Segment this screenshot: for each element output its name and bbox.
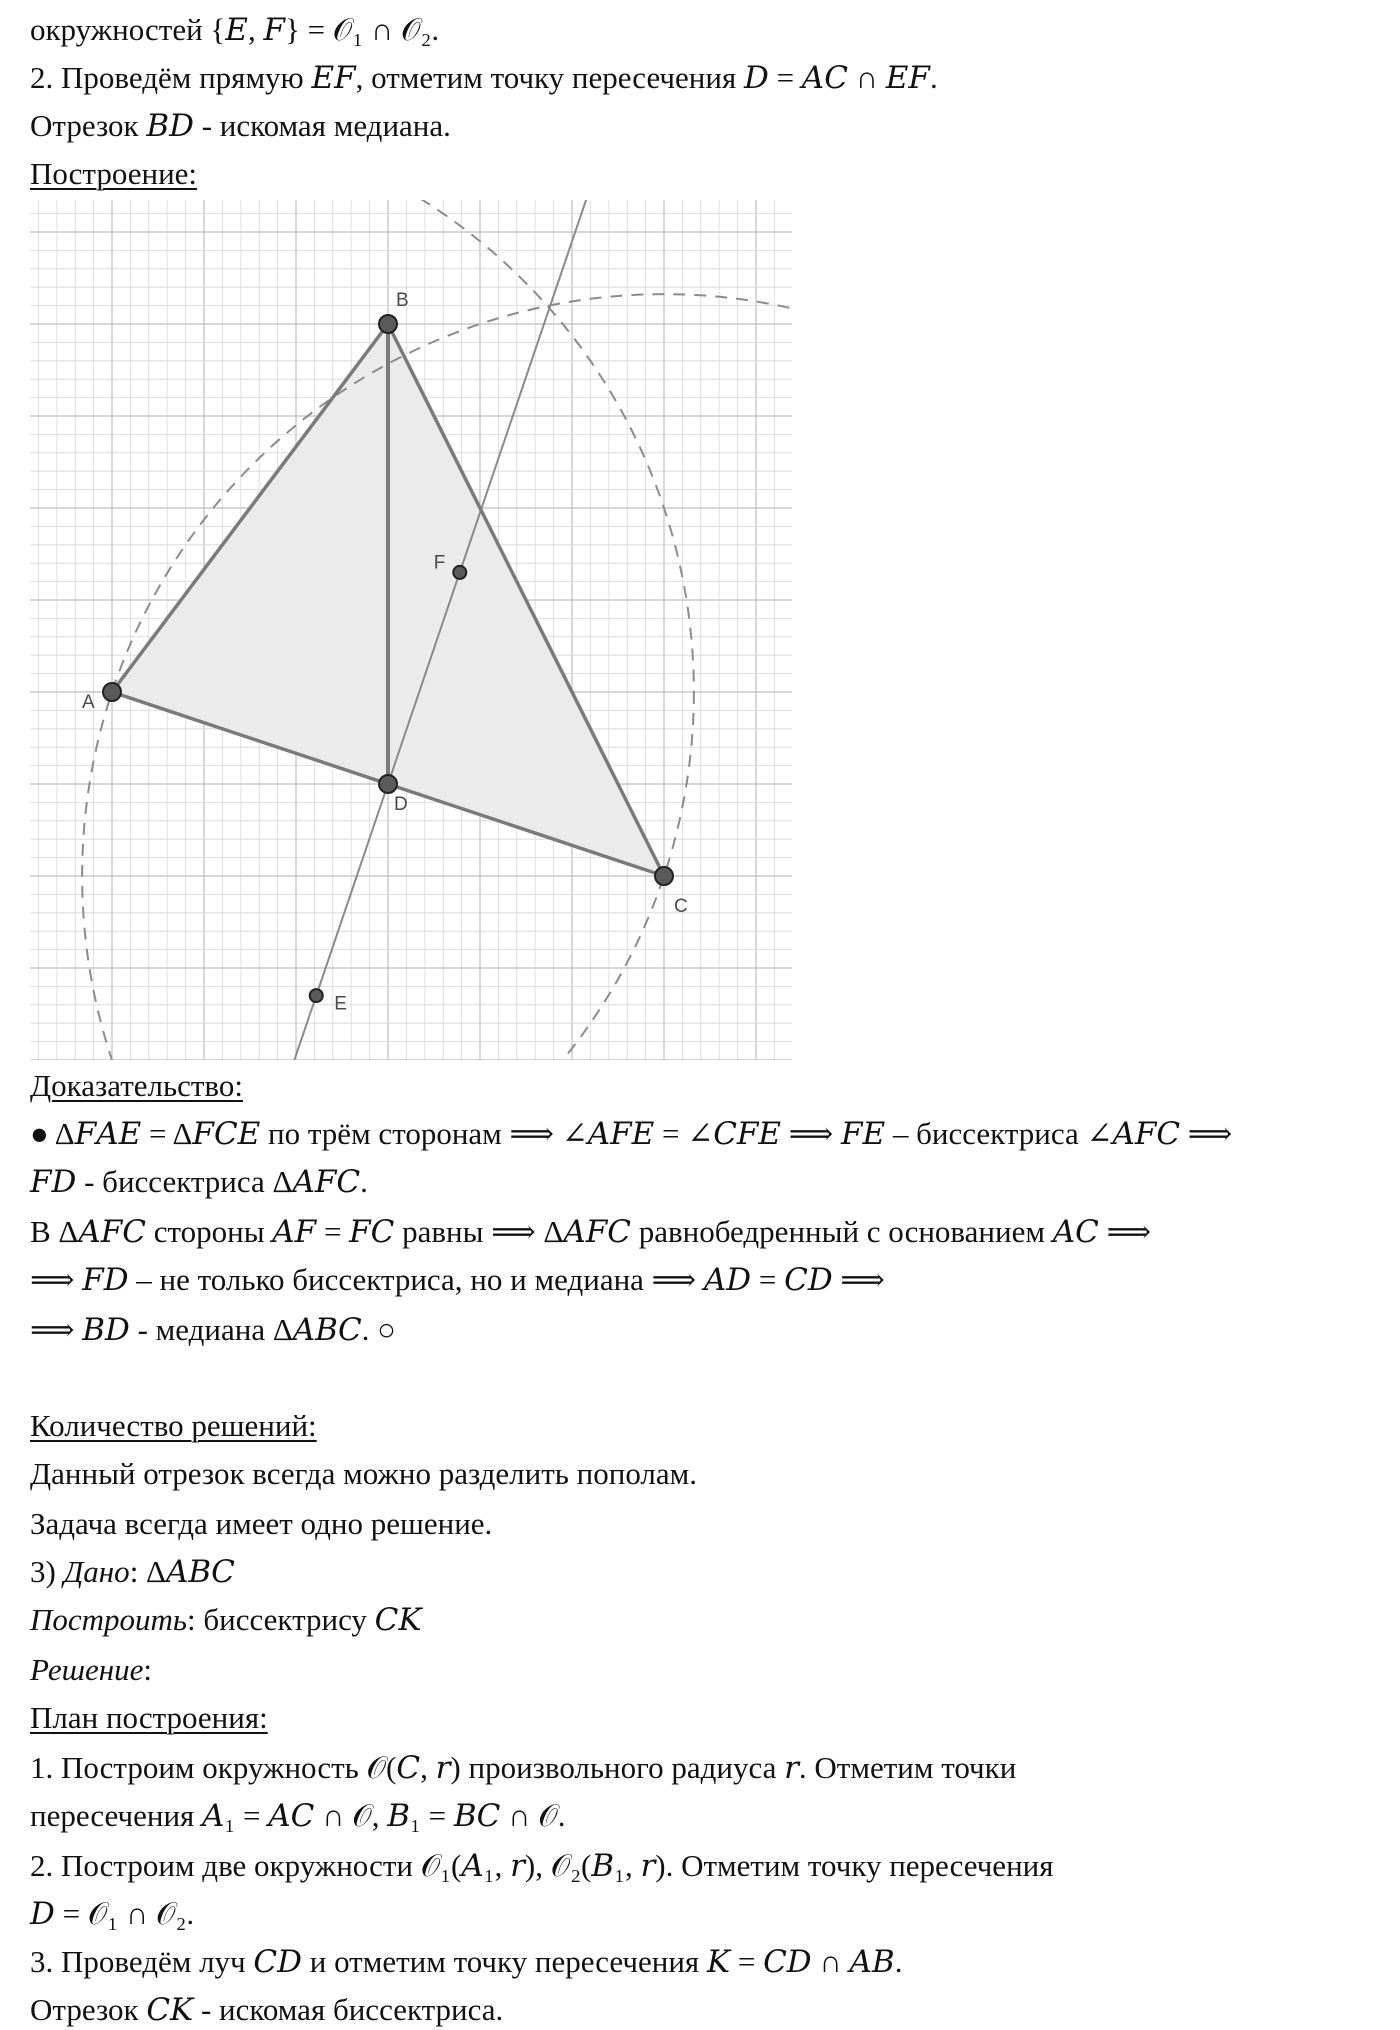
point-e (310, 989, 323, 1002)
problem-number: 3) (30, 1554, 64, 1589)
construct-value: : биссектрису 𝐶𝐾 (187, 1602, 422, 1637)
text-line-plan-3: 3. Проведём луч 𝐶𝐷 и отметим точку пересечения 𝐾 = 𝐶𝐷 ∩ 𝐴𝐵. (30, 1944, 903, 1979)
point-d (379, 775, 397, 793)
given-value: : Δ𝐴𝐵𝐶 (129, 1554, 235, 1589)
text-line-proof-4: ⟹ 𝐹𝐷 – не только биссектриса, но и медиана ⟹ 𝐴𝐷 = 𝐶𝐷 ⟹ (30, 1262, 885, 1297)
text-line-proof-1: ● Δ𝐹𝐴𝐸 = Δ𝐹𝐶𝐸 по трём сторонам ⟹ ∠𝐴𝐹𝐸 = ∠𝐶𝐹𝐸 ⟹ 𝐹𝐸 – биссектриса ∠𝐴𝐹𝐶 ⟹ (30, 1116, 1233, 1151)
text-line-proof-2: 𝐹𝐷 - биссектриса Δ𝐴𝐹𝐶. (30, 1164, 368, 1199)
text-line-given (30, 1552, 235, 1592)
label-e: E (334, 993, 347, 1015)
text-line-proof-3: В Δ𝐴𝐹𝐶 стороны 𝐴𝐹 = 𝐹𝐶 равны ⟹ Δ𝐴𝐹𝐶 равнобедренный с основанием 𝐴𝐶 ⟹ (30, 1214, 1152, 1249)
point-c (655, 867, 673, 885)
text-line-proof-5: ⟹ 𝐵𝐷 - медиана Δ𝐴𝐵𝐶. ○ (30, 1312, 396, 1347)
section-heading-plan: План построения: (30, 1700, 268, 1735)
text-line-plan-1-cont: пересечения 𝐴₁ = 𝐴𝐶 ∩ 𝒪, 𝐵₁ = 𝐵𝐶 ∩ 𝒪. (30, 1798, 566, 1833)
text-line-circles-intersection: окружностей {𝐸, 𝐹} = 𝒪₁ ∩ 𝒪₂. (30, 12, 440, 47)
text-line-solutions-2: Задача всегда имеет одно решение. (30, 1506, 493, 1541)
point-f (453, 566, 466, 579)
solution-label: Решение (30, 1652, 144, 1687)
text-line-step-2: 2. Проведём прямую 𝐸𝐹, отметим точку пересечения 𝐷 = 𝐴𝐶 ∩ 𝐸𝐹. (30, 60, 938, 95)
label-b: B (396, 290, 409, 311)
text-line-plan-1: 1. Построим окружность 𝒪(𝐶, 𝑟) произвольного радиуса 𝑟. Отметим точки (30, 1750, 1017, 1785)
text-line-solution (30, 1650, 152, 1690)
solution-colon: : (143, 1652, 152, 1687)
section-heading-construction: Построение: (30, 156, 198, 191)
point-a (103, 683, 121, 701)
text-line-plan-2: 2. Построим две окружности 𝒪₁(𝐴₁, 𝑟), 𝒪₂(𝐵₁, 𝑟). Отметим точку пересечения (30, 1848, 1054, 1883)
section-heading-solutions-count: Количество решений: (30, 1408, 317, 1443)
label-d: D (394, 794, 408, 815)
label-a: A (82, 692, 95, 713)
given-label: Дано (63, 1554, 130, 1589)
text-line-construct (30, 1600, 422, 1640)
point-b (379, 315, 397, 333)
section-heading-proof: Доказательство: (30, 1068, 243, 1103)
text-line-median-result: Отрезок 𝐵𝐷 - искомая медиана. (30, 108, 451, 143)
text-line-plan-2-cont: 𝐷 = 𝒪₁ ∩ 𝒪₂. (30, 1896, 195, 1931)
label-f: F (433, 552, 446, 574)
text-line-solutions-1: Данный отрезок всегда можно разделить пополам. (30, 1456, 698, 1491)
construction-figure (30, 200, 792, 1060)
label-c: C (674, 896, 688, 917)
construct-label: Построить (30, 1602, 188, 1637)
geometry-drawing (30, 200, 792, 1060)
text-line-result: Отрезок 𝐶𝐾 - искомая биссектриса. (30, 1992, 504, 2027)
